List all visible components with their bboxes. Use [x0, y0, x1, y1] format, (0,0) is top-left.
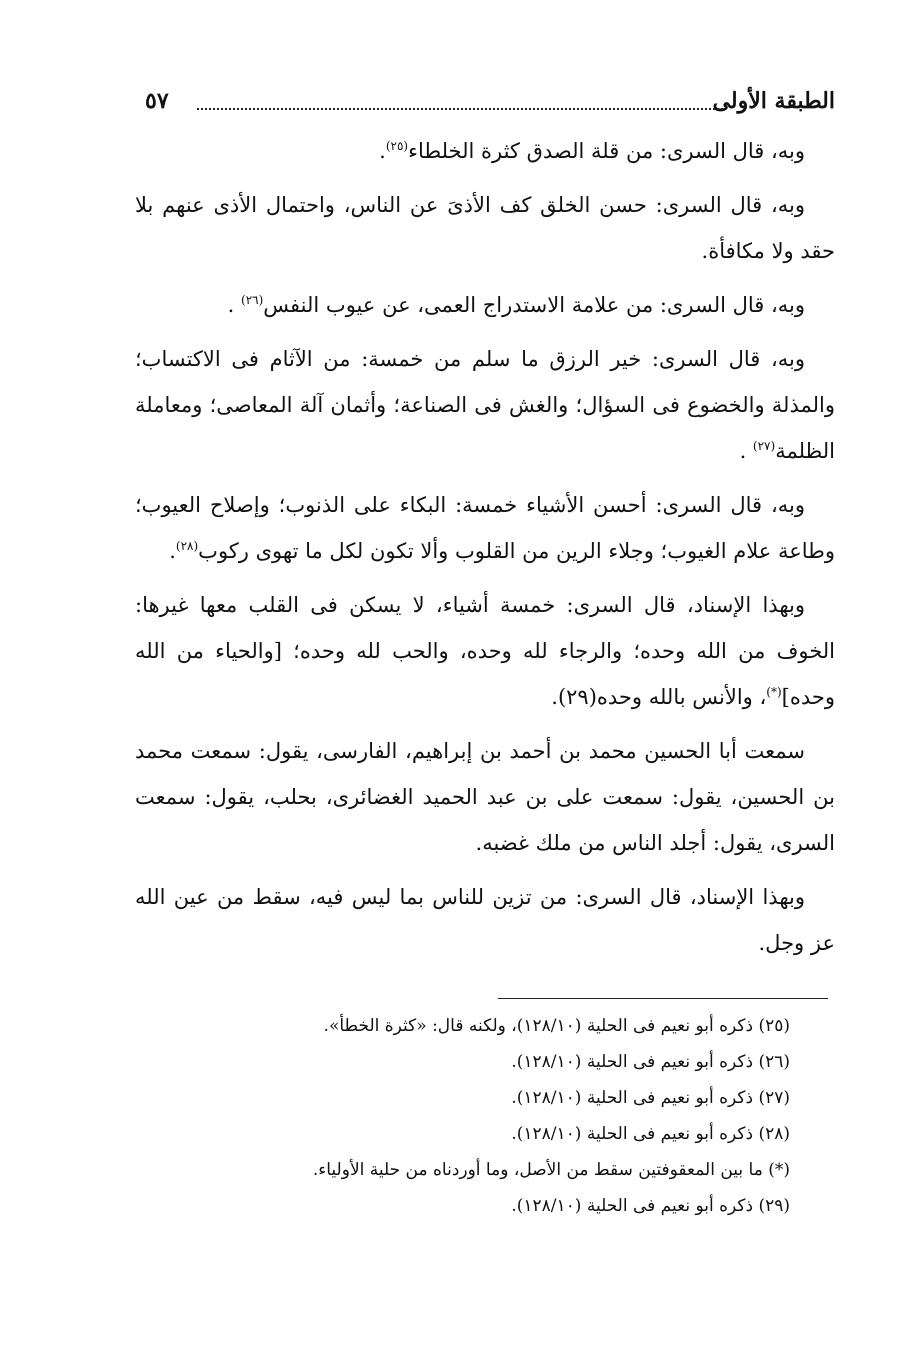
paragraph	[135, 128, 835, 174]
paragraph-text: وبهذا الإسناد، قال السرى: من تزين للناس بما ليس فيه، سقط من عين الله عز وجل.	[135, 885, 835, 955]
footnote: (٢٧) ذكره أبو نعيم فى الحلية (١٢٨/١٠).	[511, 1088, 790, 1108]
paragraph-text: وبهذا الإسناد، قال السرى: خمسة أشياء، لا يسكن فى القلب معها غيرها: الخوف من الله وحده؛ والرجاء لله وحده، والحب لله وحده؛ [والحياء من الله وحده]	[135, 593, 835, 709]
running-header	[135, 88, 835, 122]
paragraph	[135, 282, 835, 328]
footnote-ref: (٢٥)	[385, 139, 409, 153]
header-dotted-leader	[197, 108, 723, 110]
footnote: (٢٥) ذكره أبو نعيم فى الحلية (١٢٨/١٠)، ولكنه قال: «كثرة الخطأ».	[323, 1016, 790, 1036]
paragraph-text: وبه، قال السرى: أحسن الأشياء خمسة: البكاء على الذنوب؛ وإصلاح العيوب؛ وطاعة علام الغيوب؛ وجلاء الرين من القلوب وألا تكون لكل ما تهوى ركوب	[135, 493, 835, 563]
footnote-ref: (٢٦)	[241, 293, 264, 307]
paragraph-text: وبه، قال السرى: من علامة الاستدراج العمى، عن عيوب النفس	[263, 293, 805, 317]
footnote-ref: (٢٨)	[175, 539, 199, 553]
page-number: ٥٧	[145, 88, 169, 114]
paragraph	[135, 482, 835, 574]
footnote-ref: (*)	[766, 685, 782, 699]
paragraph-text: وبه، قال السرى: خير الرزق ما سلم من خمسة: من الآثام فى الاكتساب؛ والمذلة والخضوع فى السؤال؛ والغش فى الصناعة؛ وأثمان آلة المعاصى؛ ومعاملة الظلمة	[135, 347, 835, 463]
paragraph	[135, 874, 835, 966]
paragraph	[135, 182, 835, 274]
paragraph-end: .	[227, 293, 242, 317]
paragraph-text: وبه، قال السرى: من قلة الصدق كثرة الخلطاء	[408, 139, 805, 163]
footnotes	[135, 1008, 790, 1224]
paragraph-end: .	[169, 539, 176, 563]
footnote-divider	[498, 998, 828, 999]
paragraph-end: .	[379, 139, 386, 163]
footnote: (٢٨) ذكره أبو نعيم فى الحلية (١٢٨/١٠).	[511, 1124, 790, 1144]
paragraph	[135, 336, 835, 474]
chapter-title: الطبقة الأولى	[712, 88, 835, 114]
paragraph-text: وبه، قال السرى: حسن الخلق كف الأذىَ عن الناس، واحتمال الأذى عنهم بلا حقد ولا مكافأة.	[135, 193, 835, 263]
footnote-ref: (٢٧)	[752, 439, 776, 453]
main-text	[135, 128, 835, 974]
footnote: (٢٦) ذكره أبو نعيم فى الحلية (١٢٨/١٠).	[511, 1052, 790, 1072]
footnote: (٢٩) ذكره أبو نعيم فى الحلية (١٢٨/١٠).	[511, 1196, 790, 1216]
footnote: (*) ما بين المعقوفتين سقط من الأصل، وما أوردناه من حلية الأولياء.	[312, 1160, 790, 1180]
paragraph-end: .	[739, 439, 753, 463]
paragraph-text: سمعت أبا الحسين محمد بن أحمد بن إبراهيم، الفارسى، يقول: سمعت محمد بن الحسين، يقول: سمعت على بن عبد الحميد الغضائرى، بحلب، يقول: سمعت السرى، يقول: أجلد الناس من ملك غضبه.	[135, 739, 835, 855]
paragraph	[135, 728, 835, 866]
paragraph-end: ، والأنس بالله وحده(٢٩).	[551, 685, 767, 709]
paragraph	[135, 582, 835, 720]
